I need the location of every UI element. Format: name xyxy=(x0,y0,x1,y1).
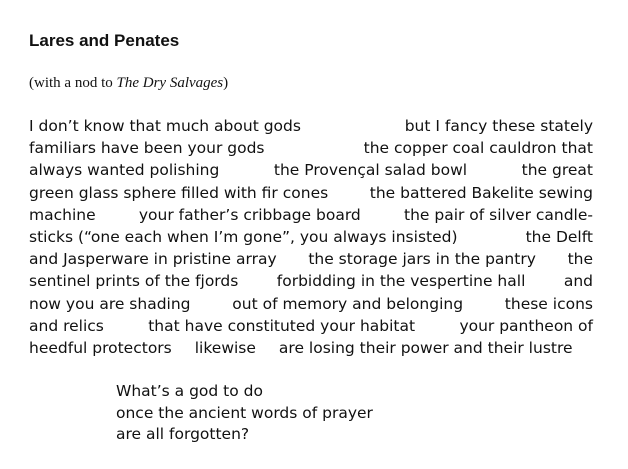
poem-phrase: sticks (“one each when I’m gone”, you always insisted) xyxy=(29,227,458,246)
poem-phrase: sentinel prints of the fjords xyxy=(29,272,239,291)
poem-phrase: are losing their power and their lustre xyxy=(278,338,573,357)
poem-phrase: machine xyxy=(29,205,96,224)
poem-phrase: forbidding in the vespertine hall xyxy=(276,272,526,291)
poem-phrase: familiars have been your gods xyxy=(29,139,265,158)
poem-phrase: your pantheon of xyxy=(459,316,593,335)
poem-phrase: the great xyxy=(521,161,593,180)
poem-phrase: the pair of silver candle- xyxy=(404,205,593,224)
subtitle-work-title: The Dry Salvages xyxy=(116,75,224,91)
poem-phrase: your father’s cribbage board xyxy=(138,205,361,224)
poem-phrase: and Jasperware in pristine array xyxy=(29,250,277,269)
poem-phrase: that have constituted your habitat xyxy=(148,316,416,335)
poem-phrase: and xyxy=(563,272,593,291)
poem-phrase: the Provençal salad bowl xyxy=(273,161,468,180)
poem-phrase: these icons xyxy=(504,294,593,313)
poem-phrase: green glass sphere filled with fir cones xyxy=(29,183,329,202)
poem-phrase: out of memory and belonging xyxy=(232,294,464,313)
subtitle-suffix: ) xyxy=(223,75,229,91)
poem-phrase: the copper coal cauldron that xyxy=(363,139,593,158)
poem-phrase: and relics xyxy=(29,316,104,335)
poem-phrase: but I fancy these stately xyxy=(404,117,593,135)
poem-phrase: I don’t know that much about gods xyxy=(29,117,301,135)
poem-stanza xyxy=(29,115,593,359)
poem-line xyxy=(29,337,593,359)
poem-line xyxy=(29,115,593,137)
poem-phrase: the xyxy=(567,250,593,269)
poem-line xyxy=(29,270,593,292)
poem-line xyxy=(29,248,593,270)
poem-phrase: the Delft xyxy=(525,227,593,246)
poem-phrase: the storage jars in the pantry xyxy=(308,250,536,269)
poem-line xyxy=(29,182,593,204)
poem-line xyxy=(29,159,593,181)
poem-line xyxy=(29,226,593,248)
poem-phrase: now you are shading xyxy=(29,294,191,313)
poem-line xyxy=(29,315,593,337)
poem-line xyxy=(29,204,593,226)
poem-coda xyxy=(116,381,373,446)
poem-line xyxy=(29,137,593,159)
poem-phrase: the battered Bakelite sewing xyxy=(369,183,593,202)
coda-line: are all forgotten? xyxy=(116,425,250,443)
subtitle-prefix: (with a nod to xyxy=(29,75,117,91)
poem-line xyxy=(29,293,593,315)
poem-phrase: always wanted polishing xyxy=(29,161,220,180)
coda-line: What’s a god to do xyxy=(116,382,263,400)
poem-subtitle xyxy=(29,74,228,92)
coda-line: once the ancient words of prayer xyxy=(116,403,373,422)
poem-phrase: heedful protectors xyxy=(29,338,172,357)
poem-phrase: likewise xyxy=(194,338,256,357)
poem-title: Lares and Penates xyxy=(29,31,180,50)
